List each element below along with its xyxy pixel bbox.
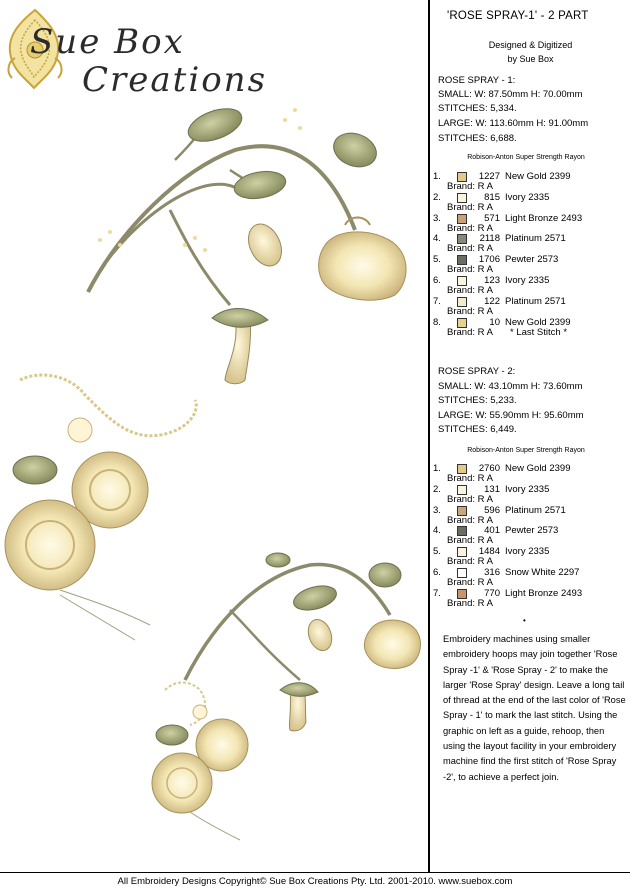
thread-brand: Brand: R A <box>447 535 493 547</box>
thread-row <box>433 463 629 485</box>
design1-small-stitches: STITCHES: 5,334. <box>438 103 517 114</box>
thread-name: Pewter 2573 <box>505 254 559 266</box>
design2-small-stitches: STITCHES: 5,233. <box>438 395 517 406</box>
design2-small-size: SMALL: W: 43.10mm H: 73.60mm <box>438 381 583 392</box>
thread-row <box>433 567 629 589</box>
thread-brand: Brand: R A <box>447 493 493 505</box>
thread-row <box>433 484 629 506</box>
thread-row <box>433 254 629 276</box>
design1-large-size: LARGE: W: 113.60mm H: 91.00mm <box>438 118 589 129</box>
thread-code: 815 <box>484 191 500 203</box>
thread-name: Snow White 2297 <box>505 567 580 578</box>
thread-number: 5. <box>433 254 441 266</box>
logo-text <box>30 22 267 100</box>
thread-name: Platinum 2571 <box>505 504 566 516</box>
thread-row <box>433 525 629 547</box>
thread-row <box>433 317 629 339</box>
thread-number: 2. <box>433 191 441 203</box>
thread-number: 3. <box>433 212 441 224</box>
thread-name: Light Bronze 2493 <box>505 212 583 224</box>
thread-number: 2. <box>433 483 441 495</box>
column-divider <box>428 0 430 872</box>
copyright-text: All Embroidery Designs Copyright© Sue Box Creations Pty. Ltd. 2001-2010. www.suebox.com <box>117 876 513 887</box>
thread-brand: Brand: R A <box>447 556 493 568</box>
thread-code: 131 <box>484 483 500 495</box>
design2-large-stitches: STITCHES: 6,449. <box>438 424 517 435</box>
thread-brand: Brand: R A <box>447 597 493 609</box>
thread-code: 122 <box>484 295 500 307</box>
thread-brand: Brand: R A <box>447 243 493 255</box>
designed-label: Designed & Digitized <box>488 40 573 50</box>
logo-line-2: Creations <box>82 60 268 100</box>
thread-number: 6. <box>433 275 441 286</box>
thread-name: Ivory 2335 <box>505 546 550 558</box>
thread-code: 2760 <box>478 463 500 474</box>
thread-brand: Brand: R A <box>447 181 493 192</box>
thread-name: Ivory 2335 <box>505 275 550 286</box>
design2-large-size: LARGE: W: 55.90mm H: 95.60mm <box>438 410 584 421</box>
thread-name: New Gold 2399 <box>505 463 571 474</box>
thread-row <box>433 213 629 235</box>
design2-heading: ROSE SPRAY - 2: <box>438 366 516 377</box>
thread-row <box>433 275 629 297</box>
thread-brand: Brand: R A <box>447 305 493 317</box>
design1-thread-brand: Robison-Anton Super Strength Rayon <box>467 154 585 161</box>
thread-row <box>433 192 629 214</box>
design1-heading: ROSE SPRAY - 1: <box>438 75 516 86</box>
info-panel <box>431 0 630 865</box>
separator-dot: • <box>523 616 526 625</box>
thread-brand: Brand: R A <box>447 514 493 526</box>
footer <box>0 872 630 892</box>
thread-name: Platinum 2571 <box>505 295 566 307</box>
thread-number: 4. <box>433 525 441 537</box>
thread-brand: Brand: R A <box>447 222 493 234</box>
thread-brand: Brand: R A <box>447 577 493 588</box>
thread-brand: Brand: R A <box>447 285 493 296</box>
logo-line-1: Sue Box <box>30 22 185 62</box>
thread-name: New Gold 2399 <box>505 316 571 328</box>
thread-code: 123 <box>484 275 500 286</box>
thread-row <box>433 588 629 610</box>
instructions-paragraph: Embroidery machines using smaller embroidery hoops may join together 'Rose Spray -1' & 'Rose Spray - 2' to make the larger 'Rose Spray' design. Leave a long tail of thread at the end of the last color of 'Rose Spray - 1' to mark the last stitch. Using the graphic on left as a guide, rehoop, then using the layout facility in your embroidery machine find the first stitch of 'Rose Spray -2', to achieve a perfect join. <box>443 634 626 782</box>
thread-number: 7. <box>433 587 441 599</box>
thread-code: 770 <box>484 587 500 599</box>
thread-code: 571 <box>484 212 500 224</box>
thread-number: 1. <box>433 171 441 182</box>
thread-row <box>433 171 629 193</box>
thread-number: 7. <box>433 295 441 307</box>
thread-code: 1484 <box>478 546 500 558</box>
thread-name: Platinum 2571 <box>505 233 566 245</box>
thread-name: Light Bronze 2493 <box>505 587 583 599</box>
thread-code: 596 <box>484 504 500 516</box>
thread-number: 1. <box>433 463 441 474</box>
thread-number: 4. <box>433 233 441 245</box>
thread-brand: Brand: R A <box>447 201 493 213</box>
thread-row <box>433 233 629 255</box>
design1-small-size: SMALL: W: 87.50mm H: 70.00mm <box>438 89 583 100</box>
thread-name: Ivory 2335 <box>505 483 550 495</box>
thread-row <box>433 296 629 318</box>
design2-thread-brand: Robison-Anton Super Strength Rayon <box>467 447 585 454</box>
thread-row <box>433 546 629 568</box>
thread-number: 8. <box>433 316 441 328</box>
thread-brand: Brand: R A <box>447 326 493 338</box>
thread-name: Ivory 2335 <box>505 191 550 203</box>
thread-row <box>433 505 629 527</box>
thread-number: 5. <box>433 546 441 558</box>
thread-note: * Last Stitch * <box>510 326 568 338</box>
design1-large-stitches: STITCHES: 6,688. <box>438 133 517 144</box>
thread-name: New Gold 2399 <box>505 171 571 182</box>
thread-code: 10 <box>489 316 500 328</box>
thread-number: 3. <box>433 504 441 516</box>
rose-spray-2-artwork <box>5 375 420 840</box>
rose-spray-1-artwork <box>88 102 406 383</box>
author-label: by Sue Box <box>507 54 554 64</box>
thread-code: 2118 <box>479 233 500 245</box>
thread-code: 1706 <box>478 254 500 266</box>
thread-brand: Brand: R A <box>447 473 493 484</box>
thread-code: 316 <box>484 567 500 578</box>
thread-brand: Brand: R A <box>447 264 493 276</box>
thread-number: 6. <box>433 567 441 578</box>
thread-code: 1227 <box>478 171 500 182</box>
thread-code: 401 <box>484 525 500 537</box>
design-title: 'ROSE SPRAY-1' - 2 PART <box>447 10 589 22</box>
thread-name: Pewter 2573 <box>505 525 559 537</box>
